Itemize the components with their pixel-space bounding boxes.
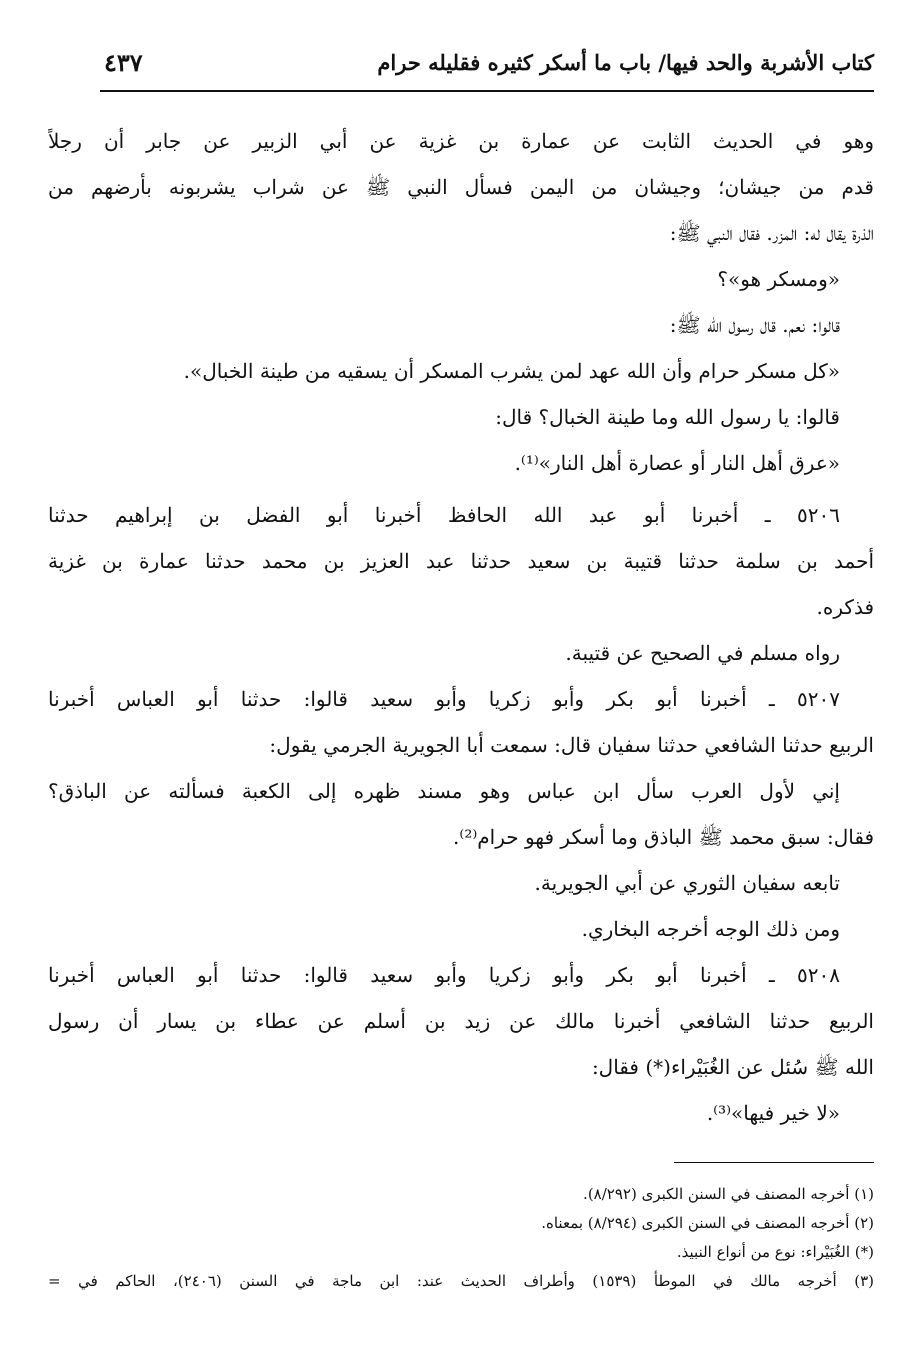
footnotes: [48, 1180, 874, 1296]
hadith-quote: «عرق أهل النار أو عصارة أهل النار»⁽¹⁾.: [514, 451, 840, 475]
running-title: كتاب الأشربة والحد فيها/ باب ما أسكر كثيره فقليله حرام: [377, 50, 874, 75]
footnote-star: (*) الغُبَيْراء: نوع من أنواع النبيذ.: [676, 1243, 874, 1261]
text-line: ومن ذلك الوجه أخرجه البخاري.: [581, 917, 840, 941]
hadith-5208-line: ٥٢٠٨ ـ أخبرنا أبو بكر وأبو زكريا وأبو سعيد قالوا: حدثنا أبو العباس أخبرنا: [48, 963, 840, 987]
text-line: فقال: سبق محمد ﷺ الباذق وما أسكر فهو حرام⁽²⁾.: [453, 825, 874, 849]
text-line: وهو في الحديث الثابت عن عمارة بن غزية عن أبي الزبير عن جابر أن رجلاً: [48, 129, 874, 153]
hadith-5207-line: ٥٢٠٧ ـ أخبرنا أبو بكر وأبو زكريا وأبو سعيد قالوا: حدثنا أبو العباس أخبرنا: [48, 687, 840, 711]
page-header: [100, 46, 874, 92]
hadith-quote: «كل مسكر حرام وأن الله عهد لمن يشرب المسكر أن يسقيه من طينة الخبال».: [183, 359, 840, 383]
hadith-quote: «لا خير فيها»⁽³⁾.: [706, 1101, 840, 1125]
text-line: فذكره.: [816, 595, 874, 619]
text-line: قدم من جيشان؛ وجيشان من اليمن فسأل النبي ﷺ عن شراب يشربونه بأرضهم من: [48, 175, 874, 199]
text-line: إني لأول العرب سأل ابن عباس وهو مسند ظهره إلى الكعبة فسألته عن الباذق؟: [48, 779, 840, 803]
page-number: ٤٣٧: [104, 48, 143, 77]
footnote-divider: [674, 1162, 874, 1163]
text-line: أحمد بن سلمة حدثنا قتيبة بن سعيد حدثنا عبد العزيز بن محمد حدثنا عمارة بن غزية: [48, 549, 874, 573]
text-line: الربيع حدثنا الشافعي حدثنا سفيان قال: سمعت أبا الجويرية الجرمي يقول:: [269, 733, 874, 757]
hadith-quote: «ومسكر هو»؟: [717, 267, 840, 291]
hadith-5206-line: ٥٢٠٦ ـ أخبرنا أبو عبد الله الحافظ أخبرنا أبو الفضل بن إبراهيم حدثنا: [48, 503, 840, 527]
footnote-2: (٢) أخرجه المصنف في السنن الكبرى (٨/٢٩٤) بمعناه.: [541, 1214, 874, 1232]
text-line: الذرة يقال له: المزر. فقال النبي ﷺ:: [669, 221, 874, 245]
main-text: [48, 118, 874, 1136]
text-line: الله ﷺ سُئل عن الغُبَيْراء(*) فقال:: [591, 1055, 874, 1079]
text-line: قالوا: نعم. قال رسول الله ﷺ:: [669, 313, 840, 337]
text-line: الربيع حدثنا الشافعي أخبرنا مالك عن زيد بن أسلم عن عطاء بن يسار أن رسول: [48, 1009, 874, 1033]
text-line: تابعه سفيان الثوري عن أبي الجويرية.: [534, 871, 840, 895]
text-line: رواه مسلم في الصحيح عن قتيبة.: [565, 641, 840, 665]
text-line: قالوا: يا رسول الله وما طينة الخبال؟ قال:: [495, 405, 840, 429]
footnote-1: (١) أخرجه المصنف في السنن الكبرى (٨/٢٩٢).: [583, 1185, 874, 1203]
footnote-3: (٣) أخرجه مالك في الموطأ (١٥٣٩) وأطراف الحديث عند: ابن ماجة في السنن (٢٤٠٦)، الحاكم في =: [48, 1272, 874, 1290]
